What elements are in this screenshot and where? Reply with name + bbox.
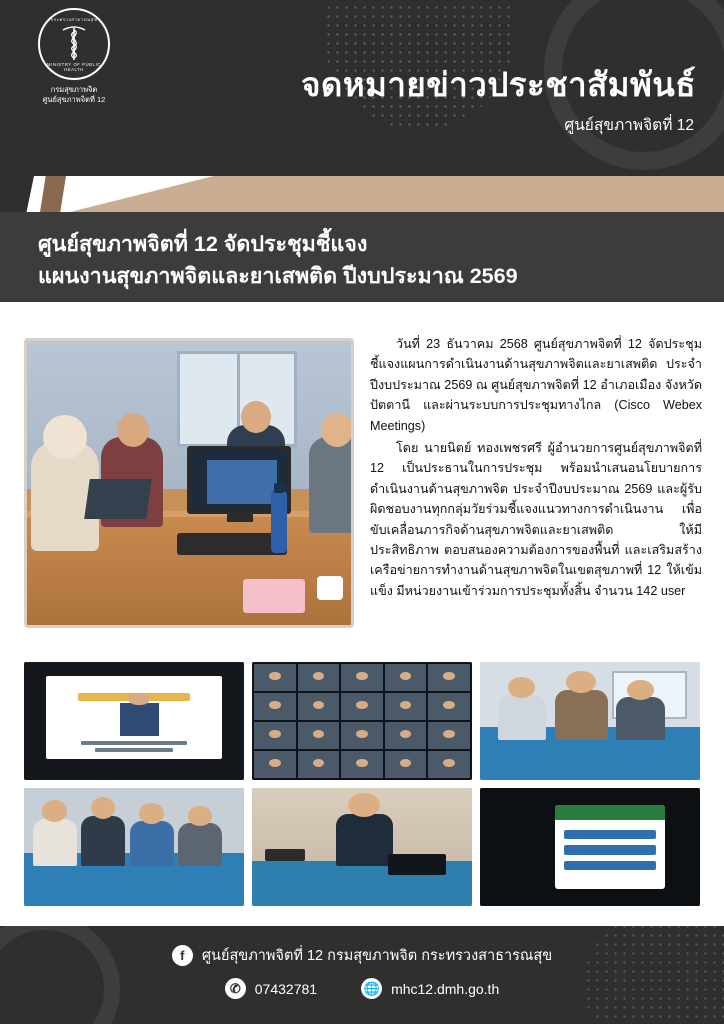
- footer-phone-label: 07432781: [254, 980, 318, 997]
- footer-arc-decoration: [0, 914, 120, 1024]
- logo-caption-line1: กรมสุขภาพจิต: [50, 85, 98, 94]
- footer-website-label[interactable]: mhc12.dmh.go.th: [391, 980, 500, 997]
- article-text: [370, 334, 702, 603]
- footer-facebook-label: ศูนย์สุขภาพจิตที่ 12 กรมสุขภาพจิต กระทรวงสาธารณสุข: [201, 948, 553, 964]
- stripe-segment-tan: [70, 176, 724, 212]
- main-meeting-photo: [24, 338, 354, 628]
- facebook-icon: f: [172, 945, 193, 966]
- photo-grid: [24, 662, 700, 906]
- page-subtitle: ศูนย์สุขภาพจิตที่ 12: [564, 117, 694, 134]
- headline: [38, 228, 698, 293]
- stripe-segment-dark: [0, 176, 34, 212]
- globe-icon: 🌐: [361, 978, 382, 999]
- page-footer: [0, 926, 724, 1024]
- footer-facebook-row: [0, 944, 724, 967]
- photo-presenter-at-desk: [252, 788, 472, 906]
- phone-icon: ✆: [225, 978, 246, 999]
- page-title: จดหมายข่าวประชาสัมพันธ์: [301, 66, 696, 103]
- stripe-segment-brown: [40, 176, 66, 212]
- article-paragraph-1: วันที่ 23 ธันวาคม 2568 ศูนย์สุขภาพจิตที่ 12 จัดประชุมชี้แจงแผนการดำเนินงานด้านสุขภาพจิตและยาเสพติด ประจำปีงบประมาณ 2569 ณ ศูนย์สุขภาพจิตที่ 12 อำเภอเมือง จังหวัดปัตตานี และผ่านระบบการประชุมทางไกล (Cisco Webex Meetings): [370, 337, 702, 433]
- photo-policy-presentation-screen: [24, 662, 244, 780]
- photo-webex-application-screen: [480, 788, 700, 906]
- page-header: [0, 0, 724, 176]
- photo-meeting-room-participants-2: [24, 788, 244, 906]
- logo-caption-line2: ศูนย์สุขภาพจิตที่ 12: [42, 95, 106, 105]
- photo-webex-participants-gallery: [252, 662, 472, 780]
- photo-meeting-room-participants-1: [480, 662, 700, 780]
- decorative-stripe: [0, 176, 724, 212]
- article-paragraph-2: โดย นายนิตย์ ทองเพชรศรี ผู้อำนวยการศูนย์สุขภาพจิตที่ 12 เป็นประธานในการประชุม พร้อมนำเสนอนโยบายการดำเนินงานด้านสุขภาพจิต ประจำปีงบประมาณ 2569 และผู้รับผิดชอบงานทุกกลุ่มวัยร่วมชี้แจงแนวทางการดำเนินงาน เพื่อขับเคลื่อนภารกิจด้านสุขภาพจิตและยาเสพติด ให้มีประสิทธิภาพ ตอบสนองความต้องการของพื้นที่ และเสริมสร้างเครือข่ายการทำงานด้านสุขภาพจิตในเขตสุขภาพที่ 12 ให้เข้มแข็ง มีหน่วยงานเข้าร่วมการประชุมทั้งสิ้น จำนวน 142 user: [370, 440, 702, 598]
- footer-contact-row: [0, 978, 724, 999]
- headline-line-1: ศูนย์สุขภาพจิตที่ 12 จัดประชุมชี้แจง: [38, 232, 368, 256]
- body-content: [0, 302, 724, 932]
- logo-ring-text-bottom: MINISTRY OF PUBLIC HEALTH: [47, 62, 101, 72]
- headline-line-2: แผนงานสุขภาพจิตและยาเสพติด ปีงบประมาณ 2569: [38, 264, 518, 289]
- logo-ring-text-top: กระทรวงสาธารณสุข: [50, 17, 98, 22]
